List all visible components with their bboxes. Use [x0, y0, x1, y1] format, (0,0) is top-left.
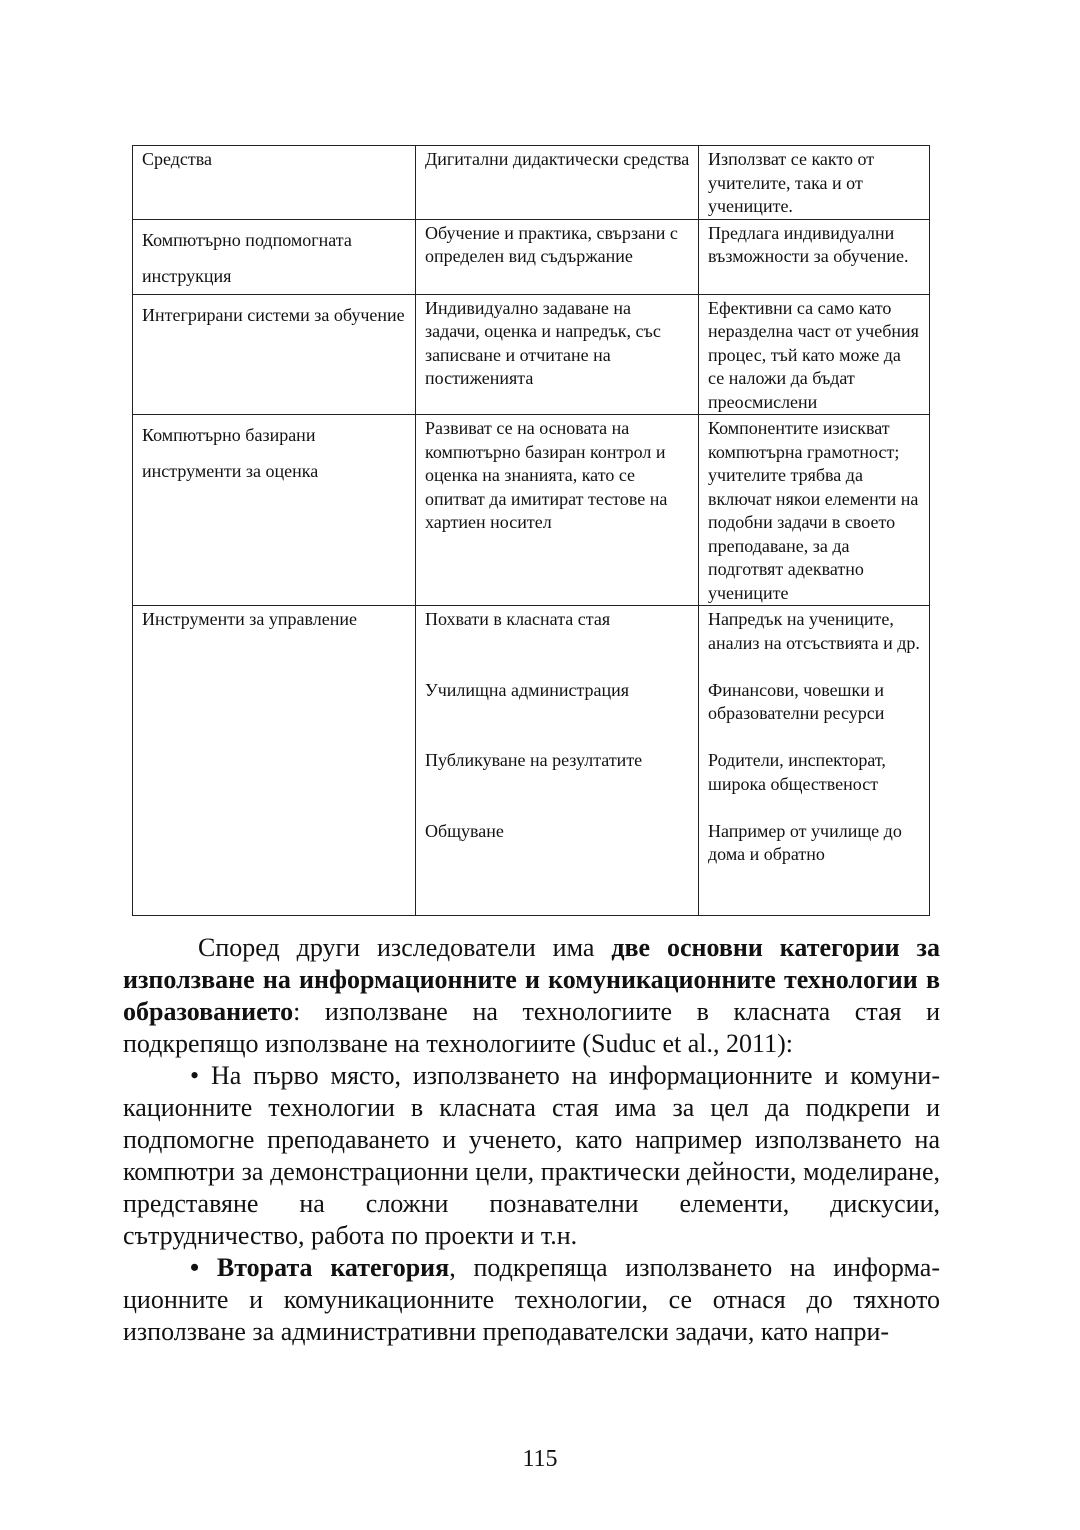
- cell-text: Компютърно подпомогната инструкция: [142, 229, 352, 286]
- table-cell: [133, 146, 416, 220]
- paragraph-text: Според други изследователи има: [198, 933, 612, 962]
- bullet-paragraph: [123, 1252, 940, 1348]
- bullet-icon: •: [190, 1253, 200, 1282]
- table-cell: [416, 219, 699, 294]
- table-cell: [699, 219, 930, 294]
- emphasis-text: Втората категория: [199, 1253, 450, 1282]
- cell-text: Родители, инспекторат, широка общественост: [708, 750, 886, 794]
- table-row: [133, 146, 930, 220]
- cell-text: Използват се както от учителите, така и от учениците.: [708, 149, 875, 216]
- cell-text: Например от училище до дома и обратно: [708, 820, 902, 864]
- paragraph-text: На първо място, използването на информационните и комуникационните технологии в класната стая има за цел да подкрепи и подпомогне преподаването и ученето, като например използването на компютри за демонстрационни цели, практически дейности, моделиране, представяне на сложни познавателни елементи, дискусии, сътрудничество, работа по проекти и т.н.: [123, 1061, 940, 1250]
- cell-text: Обучение и практика, свързани с определен вид съдържание: [425, 222, 678, 266]
- cell-text: Развиват се на основата на компютърно базиран контрол и оценка на знанията, като се опитват да имитират тестове на хартиен носител: [425, 418, 668, 532]
- cell-text: Общуване: [425, 820, 504, 841]
- table-row: [133, 294, 930, 415]
- cell-text: Предлага индивидуални възможности за обучение.: [708, 222, 909, 266]
- table-row: [133, 415, 930, 606]
- cell-text: Ефективни са само като неразделна част от учебния процес, тъй като може да се наложи да бъдат преосмислени: [708, 297, 919, 412]
- cell-text: Интегрирани системи за обучение: [142, 304, 405, 325]
- cell-text: Финансови, човешки и образователни ресурси: [708, 679, 885, 723]
- table-cell: [133, 219, 416, 294]
- tools-table: [132, 145, 930, 916]
- cell-text: Инструменти за управление: [142, 609, 357, 629]
- cell-text: Дигитални дидактически средства: [425, 149, 690, 169]
- bullet-icon: •: [190, 1061, 200, 1090]
- table-row: [133, 219, 930, 294]
- table-cell: [416, 415, 699, 606]
- cell-text: Индивидуално задаване на задачи, оценка и напредък, със записване и отчитане на постиженията: [425, 297, 661, 388]
- table-cell: [699, 146, 930, 220]
- cell-text: Училищна администрация: [425, 679, 630, 700]
- table-cell: [133, 415, 416, 606]
- cell-text: Средства: [142, 149, 213, 169]
- table-cell: [699, 606, 930, 916]
- table-cell: [133, 606, 416, 916]
- cell-text: Компонентите изискват компютърна грамотност; учителите трябва да включат някои елементи на подобни задачи в своето преподаване, за да подготвят адекватно учениците: [708, 418, 919, 603]
- cell-text: Компютърно базирани инструменти за оценка: [142, 425, 319, 481]
- paragraph-text: , подкрепяща използването на информационните и комуникационните технологии, се отнася до тяхното използване за административни преподавателски задачи, като напри-: [123, 1253, 941, 1346]
- table-cell: [133, 294, 416, 415]
- cell-text: Публикуване на резултатите: [425, 750, 643, 770]
- paragraph: [123, 932, 940, 1060]
- table-cell: [416, 146, 699, 220]
- cell-text: Напредък на учениците, анализ на отсъствията и др.: [708, 609, 920, 653]
- table-cell: [699, 415, 930, 606]
- page-number: 115: [522, 1446, 558, 1472]
- table-cell: [416, 606, 699, 916]
- paragraph-text: : използване на технологиите в класната стая и подкрепящо използване на технологиите (Suduc et al., 2011):: [123, 997, 940, 1058]
- table-cell: [416, 294, 699, 415]
- body-text: [123, 932, 940, 1348]
- emphasis-text: две основни категории за използване на информационните и комуникационните технологии в образованието: [123, 933, 940, 1026]
- cell-text: Похвати в класната стая: [425, 609, 611, 629]
- table-cell: [699, 294, 930, 415]
- table-row: [133, 606, 930, 916]
- bullet-paragraph: [123, 1060, 940, 1252]
